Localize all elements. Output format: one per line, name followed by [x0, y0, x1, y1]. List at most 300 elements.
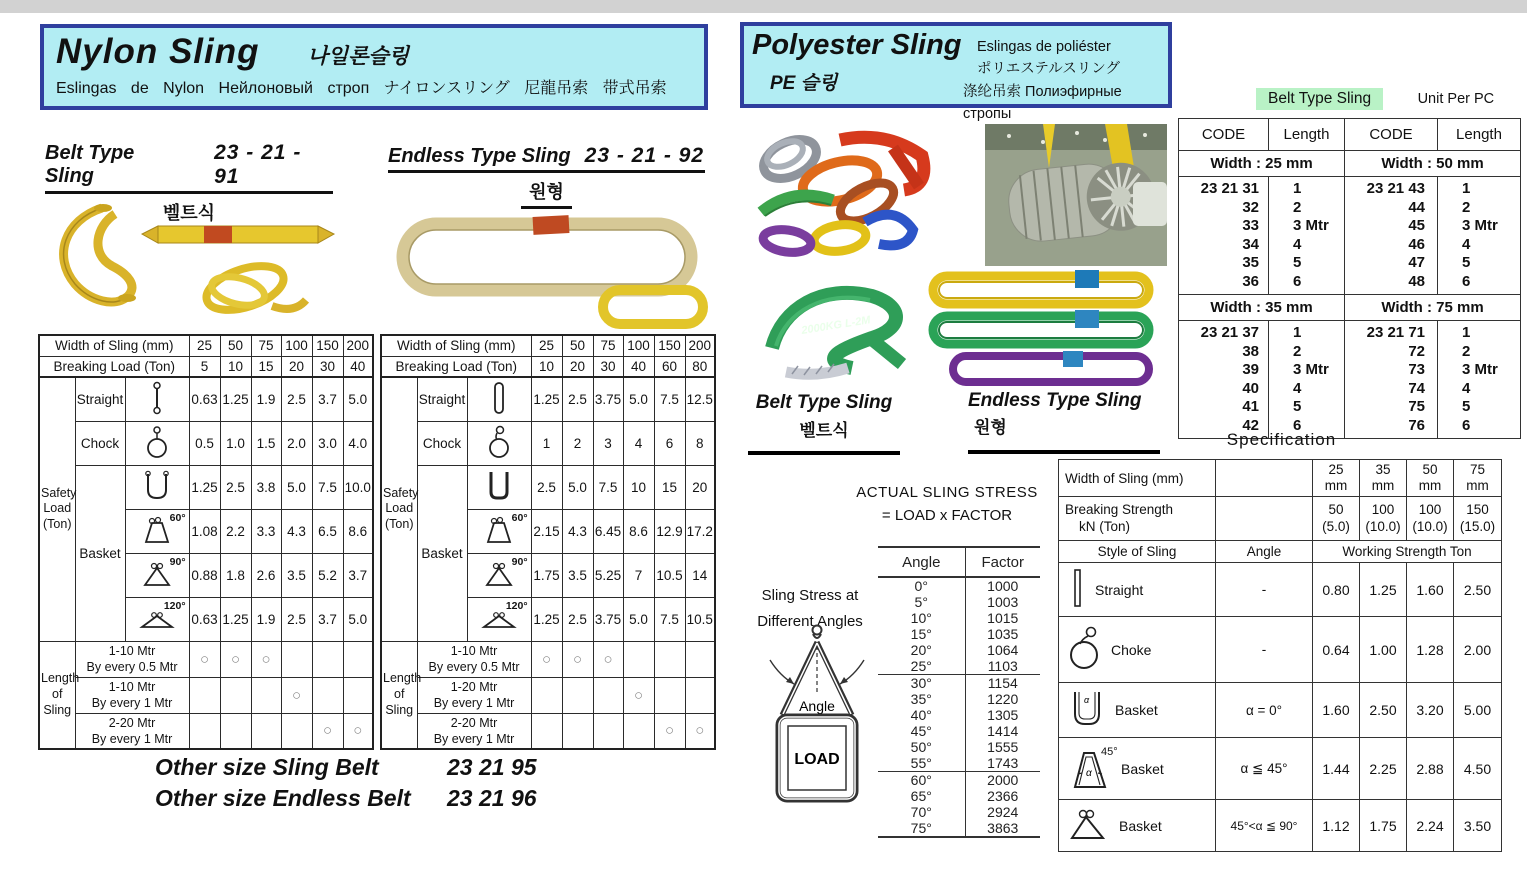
basket90-value: 5.25	[593, 553, 623, 597]
straight-value: 3.75	[593, 377, 623, 421]
factor-row	[878, 658, 1040, 675]
working-strength-value: 1.60	[1313, 683, 1360, 738]
endless-slings-trio-photo	[925, 268, 1157, 390]
factor-row	[878, 804, 1040, 820]
availability-mark	[312, 641, 343, 677]
deg-45-label: 45°	[1101, 746, 1118, 758]
endless-type-code: 23 - 21 - 92	[584, 144, 705, 167]
basket120-value: 5.0	[343, 597, 373, 641]
green-sling-print: 2000KG L-2M	[800, 314, 872, 337]
factor-row	[878, 707, 1040, 723]
angle-value: -	[1216, 563, 1313, 617]
code-value: 73	[1408, 361, 1425, 378]
basket60-value: 12.9	[654, 509, 685, 553]
width-value: 150	[312, 335, 343, 356]
length-value: 6	[1462, 416, 1471, 434]
chock-value: 1.5	[251, 421, 281, 465]
length-value: 5	[1462, 398, 1471, 415]
availability-mark	[220, 677, 251, 713]
length-range: 1-10 Mtr By every 0.5 Mtr	[417, 641, 531, 677]
length-value: 3 Mtr	[1293, 361, 1329, 378]
nylon-subtitle: Eslingas de Nylon Нейлоновый строп ナイロンスリング 尼龍吊索 带式吊索	[56, 80, 667, 97]
endless-type-label: Endless Type Sling	[388, 145, 571, 167]
angle-cell: 50°	[910, 739, 932, 755]
availability-mark: ○	[685, 713, 715, 749]
angle-cell: 45°	[910, 723, 932, 739]
angle-factor-table	[878, 546, 1040, 838]
length-range: 1-20 Mtr By every 1 Mtr	[417, 677, 531, 713]
code-value: 34	[1242, 235, 1259, 253]
basket120-value: 3.7	[312, 597, 343, 641]
working-strength-value: 1.60	[1407, 563, 1454, 617]
working-strength-value: 2.88	[1407, 738, 1454, 800]
breaking-value: 10	[220, 356, 251, 377]
chock-value: 1.0	[220, 421, 251, 465]
basket0-value: 20	[685, 465, 715, 509]
width-25-header: Width : 25 mm	[1179, 151, 1345, 177]
angle-90-label: 90°	[511, 555, 528, 568]
basket0-value: 5.0	[281, 465, 312, 509]
basket120-value: 5.0	[623, 597, 654, 641]
diagram-angle-label: Angle	[799, 698, 835, 714]
basket120-value: 0.63	[189, 597, 220, 641]
factor-row	[878, 594, 1040, 610]
length-value: 6	[1293, 272, 1302, 290]
other-sizes	[155, 752, 625, 814]
straight-value: 1.9	[251, 377, 281, 421]
length-value: 4	[1293, 235, 1302, 253]
breaking-value: 40	[623, 356, 654, 377]
availability-mark	[189, 713, 220, 749]
availability-mark	[562, 677, 593, 713]
angle-cell: 60°	[910, 772, 932, 788]
width-value: 50	[562, 335, 593, 356]
factor-row	[878, 788, 1040, 804]
basket0-value: 10.0	[343, 465, 373, 509]
factor-cell: 2366	[965, 788, 1040, 804]
angle-cell: 15°	[910, 626, 932, 642]
angle-value: -	[1216, 617, 1313, 683]
length-range: 2-20 Mtr By every 1 Mtr	[417, 713, 531, 749]
factor-cell: 1103	[965, 658, 1040, 675]
breaking-header: Breaking Load (Ton)	[39, 356, 189, 377]
choke-icon	[1067, 622, 1103, 677]
chock-value: 0.5	[189, 421, 220, 465]
code-value: 47	[1408, 254, 1425, 271]
angle-value: α = 0°	[1216, 683, 1313, 738]
availability-mark	[531, 677, 562, 713]
basket-90-icon	[125, 553, 189, 597]
factor-row	[878, 577, 1040, 594]
endless-type-korean: 원형	[521, 177, 572, 209]
basket-60-icon	[125, 509, 189, 553]
length-of-sling-label: Length of Sling	[39, 641, 75, 749]
straight-icon	[125, 377, 189, 421]
working-strength-value: 2.50	[1360, 683, 1407, 738]
chock-value: 1	[531, 421, 562, 465]
angle-cell: 10°	[910, 610, 932, 626]
length-header: Length	[1438, 119, 1521, 151]
factor-cell: 2924	[965, 804, 1040, 820]
working-strength-value: 2.24	[1407, 800, 1454, 852]
working-strength-value: 2.50	[1454, 563, 1502, 617]
basket60-value: 1.08	[189, 509, 220, 553]
working-strength-value: 1.28	[1407, 617, 1454, 683]
availability-mark	[654, 677, 685, 713]
belt-sling-load-table	[38, 334, 374, 750]
width-value: 200	[685, 335, 715, 356]
style-basket-0: α Basket	[1059, 683, 1216, 738]
availability-mark: ○	[220, 641, 251, 677]
basket120-value: 10.5	[685, 597, 715, 641]
code-table-section	[1178, 88, 1524, 439]
working-strength-value: 0.80	[1313, 563, 1360, 617]
basket0-value: 1.25	[189, 465, 220, 509]
breaking-value: 40	[343, 356, 373, 377]
working-strength-value: 2.00	[1454, 617, 1502, 683]
straight-icon	[1067, 566, 1087, 613]
angle-cell: 0°	[914, 578, 928, 594]
code-header: CODE	[1345, 119, 1438, 151]
basket90-value: 7	[623, 553, 654, 597]
style-of-sling-header: Style of Sling	[1059, 541, 1216, 563]
availability-mark	[281, 713, 312, 749]
angle-90-label: 90°	[169, 555, 186, 568]
availability-mark: ○	[623, 677, 654, 713]
length-value: 1	[1462, 324, 1471, 341]
other-sling-belt-label: Other size Sling Belt	[155, 754, 379, 780]
angle-cell: 20°	[910, 642, 932, 658]
factor-cell: 1414	[965, 723, 1040, 739]
length-value: 3 Mtr	[1462, 217, 1498, 234]
length-value: 2	[1293, 342, 1302, 360]
angle-cell: 40°	[910, 707, 932, 723]
width-value: 100	[281, 335, 312, 356]
length-value: 2	[1462, 198, 1471, 216]
availability-mark: ○	[343, 713, 373, 749]
availability-mark	[623, 641, 654, 677]
angle-value: 45°<α ≦ 90°	[1216, 800, 1313, 852]
poly-belt-korean: 벨트식	[799, 421, 849, 440]
chock-value: 4.0	[343, 421, 373, 465]
basket90-value: 1.8	[220, 553, 251, 597]
length-value: 6	[1462, 272, 1471, 290]
polyester-subtitle: Eslingas de poliéster ポリエステルスリング 涤纶吊索 Полиэфирные стропы	[963, 39, 1122, 123]
straight-icon	[467, 377, 531, 421]
chock-value: 4	[623, 421, 654, 465]
working-strength-value: 1.00	[1360, 617, 1407, 683]
code-value: 46	[1408, 235, 1425, 253]
page-top-strip	[0, 0, 1527, 13]
availability-mark	[251, 677, 281, 713]
factor-cell: 2000	[965, 772, 1040, 789]
width-value: 75	[593, 335, 623, 356]
length-value: 2	[1462, 342, 1471, 360]
basket90-value: 0.88	[189, 553, 220, 597]
straight-value: 2.5	[562, 377, 593, 421]
other-sling-belt-code: 23 21 95	[447, 754, 537, 780]
straight-value: 5.0	[343, 377, 373, 421]
spec-breaking-label: Breaking Strength kN (Ton)	[1059, 497, 1216, 541]
other-endless-belt-code: 23 21 96	[447, 785, 537, 812]
breaking-value: 20	[562, 356, 593, 377]
polyester-title-korean: PE 슬링	[770, 72, 838, 94]
breaking-value: 60	[654, 356, 685, 377]
factor-row	[878, 739, 1040, 755]
width-value: 100	[623, 335, 654, 356]
factor-cell: 1305	[965, 707, 1040, 723]
length-range: 1-10 Mtr By every 1 Mtr	[75, 677, 189, 713]
chock-value: 8	[685, 421, 715, 465]
angle-cell: 30°	[910, 675, 932, 691]
safety-load-label: Safety Load (Ton)	[381, 377, 417, 641]
availability-mark: ○	[593, 641, 623, 677]
straight-value: 2.5	[281, 377, 312, 421]
basket-row-label: Basket	[75, 465, 125, 641]
factor-cell: 1035	[965, 626, 1040, 642]
width-value: 200	[343, 335, 373, 356]
angle-120-label: 120°	[163, 599, 186, 612]
code-value: 33	[1242, 217, 1259, 234]
factor-cell: 1003	[965, 594, 1040, 610]
code-value: 72	[1408, 342, 1425, 360]
angle-cell: 35°	[910, 691, 932, 707]
basket0-value: 2.5	[531, 465, 562, 509]
factor-row	[878, 820, 1040, 837]
availability-mark	[531, 713, 562, 749]
width-value: 50	[220, 335, 251, 356]
straight-value: 12.5	[685, 377, 715, 421]
length-value: 1	[1293, 324, 1302, 341]
availability-mark	[281, 641, 312, 677]
unit-per-pc-label: Unit Per PC	[1417, 91, 1495, 107]
code-value: 45	[1408, 217, 1425, 234]
chock-icon	[467, 421, 531, 465]
nylon-endless-sling-photo	[385, 196, 715, 332]
working-strength-value: 0.64	[1313, 617, 1360, 683]
availability-mark: ○	[312, 713, 343, 749]
availability-mark	[251, 713, 281, 749]
basket-90-icon	[1067, 804, 1111, 847]
basket120-value: 7.5	[654, 597, 685, 641]
breaking-header: Breaking Load (Ton)	[381, 356, 531, 377]
angle-cell: 25°	[878, 658, 965, 675]
breaking-value: 30	[593, 356, 623, 377]
belt-type-label: Belt Type Sling	[45, 142, 135, 187]
working-strength-value: 1.12	[1313, 800, 1360, 852]
basket90-value: 3.5	[281, 553, 312, 597]
basket-120-icon	[125, 597, 189, 641]
angle-cell: 5°	[914, 594, 928, 610]
code-value: 32	[1242, 198, 1259, 216]
basket120-value: 2.5	[562, 597, 593, 641]
width-75-header: Width : 75 mm	[1345, 295, 1521, 321]
spec-empty-cell	[1216, 460, 1313, 497]
factor-cell: 1555	[965, 739, 1040, 755]
chock-value: 6	[654, 421, 685, 465]
basket60-value: 8.6	[343, 509, 373, 553]
factor-cell: 1064	[965, 642, 1040, 658]
polyester-sling-header	[740, 22, 1172, 123]
angle-60-label: 60°	[511, 511, 528, 524]
factor-cell: 1015	[965, 610, 1040, 626]
length-of-sling-label: Length of Sling	[381, 641, 417, 749]
style-straight: Straight	[1059, 563, 1216, 617]
basket60-value: 6.5	[312, 509, 343, 553]
factor-cell: 1220	[965, 691, 1040, 707]
code-value: 40	[1242, 379, 1259, 397]
basket60-value: 17.2	[685, 509, 715, 553]
angle-cell: 55°	[878, 755, 965, 772]
basket120-value: 1.25	[531, 597, 562, 641]
angle-120-label: 120°	[505, 599, 528, 612]
other-endless-belt-label: Other size Endless Belt	[155, 785, 411, 812]
working-strength-header: Working Strength Ton	[1313, 541, 1502, 563]
availability-mark	[189, 677, 220, 713]
code-value: 36	[1242, 272, 1259, 290]
spec-width-col: 25 mm	[1313, 460, 1360, 497]
endless-sling-load-table	[380, 334, 716, 750]
length-value: 6	[1293, 416, 1302, 434]
code-table-tag: Belt Type Sling	[1256, 88, 1383, 110]
straight-value: 0.63	[189, 377, 220, 421]
basket60-value: 6.45	[593, 509, 623, 553]
breaking-value: 30	[312, 356, 343, 377]
length-value: 5	[1293, 398, 1302, 415]
basket90-value: 2.6	[251, 553, 281, 597]
straight-value: 3.7	[312, 377, 343, 421]
straight-value: 7.5	[654, 377, 685, 421]
belt-type-korean: 벨트식	[155, 198, 223, 230]
code-length-table	[1178, 118, 1521, 439]
basket60-value: 2.2	[220, 509, 251, 553]
spec-breaking-col: 100 (10.0)	[1407, 497, 1454, 541]
working-strength-value: 1.44	[1313, 738, 1360, 800]
nylon-title: Nylon Sling	[56, 32, 260, 71]
chock-value: 2	[562, 421, 593, 465]
availability-mark	[685, 641, 715, 677]
factor-row	[878, 772, 1040, 789]
availability-mark	[562, 713, 593, 749]
code-value: 42	[1242, 416, 1259, 434]
specification-title: Specification	[1226, 430, 1337, 449]
style-basket-90: Basket	[1059, 800, 1216, 852]
angle-cell: 65°	[910, 788, 932, 804]
safety-load-label: Safety Load (Ton)	[39, 377, 75, 641]
spec-width-label: Width of Sling (mm)	[1059, 460, 1216, 497]
poly-endless-korean: 원형	[974, 418, 1007, 437]
belt-type-code: 23 - 21 - 91	[214, 141, 302, 188]
chock-row-label: Chock	[417, 421, 467, 465]
factor-cell: 1154	[965, 675, 1040, 692]
basket0-value: 5.0	[562, 465, 593, 509]
length-value: 1	[1293, 180, 1302, 197]
poly-endless-label: Endless Type Sling	[968, 390, 1142, 411]
angle-value: α ≦ 45°	[1216, 738, 1313, 800]
availability-mark: ○	[562, 641, 593, 677]
length-value: 3 Mtr	[1462, 361, 1498, 378]
code-value: 23 21 71	[1366, 324, 1425, 341]
code-value: 23 21 37	[1200, 324, 1259, 341]
length-value: 3 Mtr	[1293, 217, 1329, 234]
basket-icon	[467, 465, 531, 509]
straight-row-label: Straight	[75, 377, 125, 421]
working-strength-value: 3.20	[1407, 683, 1454, 738]
spec-empty-cell	[1216, 497, 1313, 541]
code-value: 44	[1408, 198, 1425, 216]
availability-mark	[220, 713, 251, 749]
chock-value: 3	[593, 421, 623, 465]
working-strength-value: 1.75	[1360, 800, 1407, 852]
basket-row-label: Basket	[417, 465, 467, 641]
availability-mark	[343, 677, 373, 713]
basket90-value: 3.7	[343, 553, 373, 597]
availability-mark	[654, 641, 685, 677]
basket90-value: 5.2	[312, 553, 343, 597]
width-50-header: Width : 50 mm	[1345, 151, 1521, 177]
nylon-belt-sling-photo	[40, 196, 370, 332]
code-value: 39	[1242, 361, 1259, 378]
factor-row	[878, 642, 1040, 658]
breaking-value: 80	[685, 356, 715, 377]
basket120-value: 2.5	[281, 597, 312, 641]
basket90-value: 1.75	[531, 553, 562, 597]
spec-width-col: 50 mm	[1407, 460, 1454, 497]
chock-icon	[125, 421, 189, 465]
angle-header: Angle	[1216, 541, 1313, 563]
length-range: 1-10 Mtr By every 0.5 Mtr	[75, 641, 189, 677]
angle-cell: 70°	[910, 804, 932, 820]
straight-row-label: Straight	[417, 377, 467, 421]
code-value: 41	[1242, 398, 1259, 415]
basket60-value: 8.6	[623, 509, 654, 553]
spec-breaking-col: 50 (5.0)	[1313, 497, 1360, 541]
spec-width-col: 35 mm	[1360, 460, 1407, 497]
factor-row	[878, 691, 1040, 707]
factor-row	[878, 626, 1040, 642]
poly-belt-label: Belt Type Sling	[755, 392, 893, 413]
availability-mark	[312, 677, 343, 713]
length-value: 5	[1293, 254, 1302, 271]
factor-cell: 3863	[965, 820, 1040, 837]
poly-belt-label-block	[748, 392, 900, 455]
breaking-value: 20	[281, 356, 312, 377]
availability-mark: ○	[531, 641, 562, 677]
basket-60-icon	[467, 509, 531, 553]
availability-mark: ○	[189, 641, 220, 677]
basket0-value: 7.5	[593, 465, 623, 509]
availability-mark: ○	[654, 713, 685, 749]
stress-formula: = LOAD x FACTOR	[881, 507, 1013, 524]
length-value: 5	[1462, 254, 1471, 271]
svg-text:α: α	[1086, 768, 1092, 779]
length-value: 4	[1293, 379, 1302, 397]
breaking-value: 5	[189, 356, 220, 377]
basket-120-icon	[467, 597, 531, 641]
basket120-value: 1.25	[220, 597, 251, 641]
length-header: Length	[1269, 119, 1345, 151]
diagram-load-label: LOAD	[794, 751, 840, 768]
specification-table	[1058, 459, 1502, 852]
polyester-slings-pile-photo	[745, 126, 941, 271]
basket-icon	[1067, 688, 1107, 733]
factor-column-header: Factor	[965, 547, 1040, 577]
factor-cell: 1000	[965, 577, 1040, 594]
basket120-value: 3.75	[593, 597, 623, 641]
code-value: 23 21 31	[1200, 180, 1259, 197]
basket-90-icon	[467, 553, 531, 597]
breaking-value: 15	[251, 356, 281, 377]
